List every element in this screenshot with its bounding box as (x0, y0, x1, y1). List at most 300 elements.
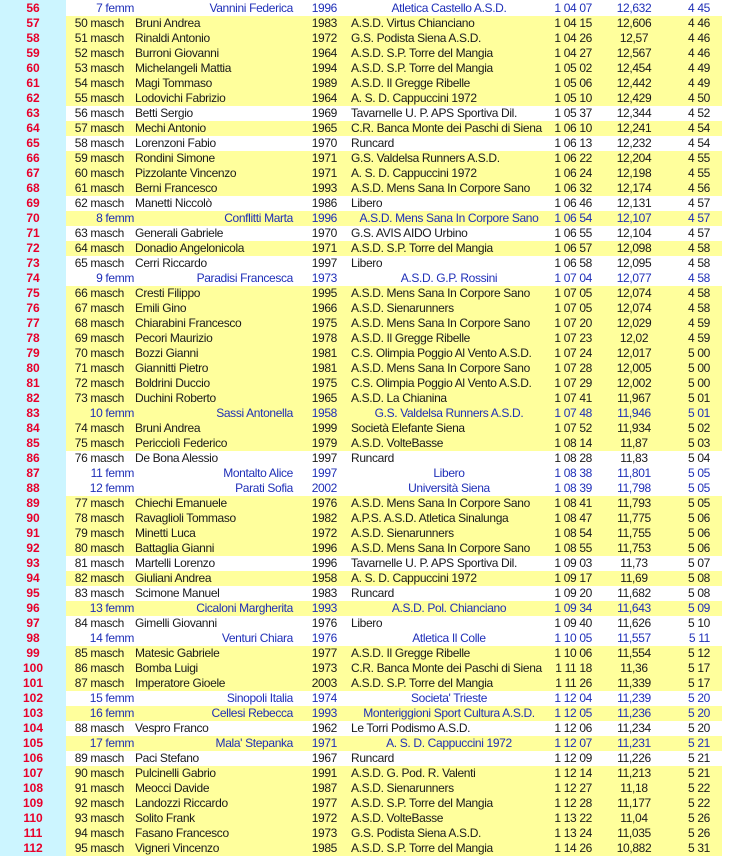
club-cell: A.S.D. Mens Sana In Corpore Sano (359, 211, 539, 225)
club-cell: Università Siena (408, 481, 490, 495)
athlete-name-cell: Bomba Luigi (135, 661, 198, 675)
table-row (0, 496, 729, 511)
category-cell: 66 masch (74, 286, 124, 300)
birth-year-cell: 2002 (311, 481, 337, 495)
athlete-name-cell: De Bona Alessio (135, 451, 218, 465)
speed-cell: 11,934 (617, 421, 651, 435)
category-cell: 15 femm (89, 691, 134, 705)
pace-cell: 5 04 (688, 451, 710, 465)
position-cell: 89 (26, 496, 40, 510)
results-table (0, 1, 729, 856)
category-cell: 16 femm (89, 706, 134, 720)
category-cell: 88 masch (74, 721, 124, 735)
pace-cell: 4 46 (688, 16, 710, 30)
position-cell: 73 (26, 256, 40, 270)
pace-cell: 5 08 (688, 571, 710, 585)
table-row (0, 841, 729, 856)
finish-time-cell: 1 07 41 (554, 391, 592, 405)
position-cell: 87 (26, 466, 40, 480)
position-cell: 56 (26, 1, 40, 15)
athlete-name-cell: Vannini Federica (209, 1, 293, 15)
club-cell: Libero (351, 196, 383, 210)
birth-year-cell: 1983 (311, 16, 337, 30)
birth-year-cell: 1970 (311, 226, 337, 240)
speed-cell: 11,69 (620, 571, 648, 585)
table-row (0, 466, 729, 481)
club-cell: C.R. Banca Monte dei Paschi di Siena (351, 661, 542, 675)
finish-time-cell: 1 09 34 (554, 601, 592, 615)
pace-cell: 4 59 (688, 331, 710, 345)
finish-time-cell: 1 12 27 (554, 781, 592, 795)
club-cell: A.S.D. G.P. Rossini (400, 271, 498, 285)
athlete-name-cell: Cerri Riccardo (135, 256, 207, 270)
birth-year-cell: 1986 (311, 196, 337, 210)
athlete-name-cell: Vigneri Vincenzo (135, 841, 220, 855)
club-cell: Runcard (351, 586, 394, 600)
category-cell: 51 masch (74, 31, 124, 45)
birth-year-cell: 1966 (311, 301, 337, 315)
birth-year-cell: 1982 (311, 511, 337, 525)
birth-year-cell: 1971 (311, 166, 337, 180)
club-cell: G.S. Podista Siena A.S.D. (351, 31, 481, 45)
category-cell: 75 masch (74, 436, 124, 450)
finish-time-cell: 1 12 09 (554, 751, 592, 765)
club-cell: Le Torri Podismo A.S.D. (351, 721, 471, 735)
pace-cell: 5 20 (688, 706, 710, 720)
speed-cell: 12,017 (616, 346, 652, 360)
table-row (0, 721, 729, 736)
athlete-name-cell: Boldrini Duccio (135, 376, 210, 390)
table-row (0, 31, 729, 46)
category-cell: 71 masch (74, 361, 124, 375)
category-cell: 53 masch (74, 61, 124, 75)
pace-cell: 5 05 (688, 466, 710, 480)
category-cell: 64 masch (74, 241, 124, 255)
speed-cell: 11,798 (617, 481, 651, 495)
table-row (0, 1, 729, 16)
speed-cell: 12,02 (619, 331, 649, 345)
speed-cell: 12,005 (616, 361, 652, 375)
finish-time-cell: 1 07 28 (554, 361, 592, 375)
category-cell: 94 masch (74, 826, 124, 840)
category-cell: 10 femm (89, 406, 134, 420)
pace-cell: 5 01 (688, 406, 710, 420)
finish-time-cell: 1 07 52 (554, 421, 592, 435)
finish-time-cell: 1 09 40 (554, 616, 592, 630)
club-cell: A.S.D. Sienarunners (351, 301, 454, 315)
speed-cell: 11,035 (617, 826, 651, 840)
category-cell: 70 masch (74, 346, 124, 360)
athlete-name-cell: Ravaglioli Tommaso (135, 511, 236, 525)
finish-time-cell: 1 09 03 (554, 556, 592, 570)
club-cell: C.R. Banca Monte dei Paschi di Siena (351, 121, 542, 135)
table-row (0, 616, 729, 631)
table-row (0, 661, 729, 676)
athlete-name-cell: Lorenzoni Fabio (135, 136, 216, 150)
speed-cell: 12,174 (616, 181, 652, 195)
athlete-name-cell: Giuliani Andrea (135, 571, 212, 585)
pace-cell: 5 05 (688, 496, 710, 510)
pace-cell: 4 57 (688, 211, 710, 225)
table-row (0, 256, 729, 271)
category-cell: 54 masch (74, 76, 124, 90)
club-cell: G.S. Podista Siena A.S.D. (351, 826, 481, 840)
athlete-name-cell: Bruni Andrea (135, 421, 201, 435)
position-cell: 104 (22, 721, 44, 735)
position-cell: 70 (26, 211, 40, 225)
pace-cell: 4 55 (688, 166, 710, 180)
table-row (0, 811, 729, 826)
speed-cell: 11,234 (617, 721, 651, 735)
pace-cell: 5 11 (688, 631, 710, 645)
birth-year-cell: 1979 (311, 436, 337, 450)
pace-cell: 5 17 (688, 661, 710, 675)
finish-time-cell: 1 11 18 (555, 661, 592, 675)
speed-cell: 12,442 (616, 76, 652, 90)
position-cell: 102 (22, 691, 44, 705)
athlete-name-cell: Cresti Filippo (135, 286, 201, 300)
club-cell: Societa' Trieste (410, 691, 488, 705)
birth-year-cell: 1997 (311, 451, 337, 465)
speed-cell: 11,87 (620, 436, 648, 450)
athlete-name-cell: Martelli Lorenzo (135, 556, 215, 570)
category-cell: 76 masch (74, 451, 124, 465)
speed-cell: 12,241 (616, 121, 652, 135)
pace-cell: 4 57 (688, 226, 710, 240)
pace-cell: 5 03 (688, 436, 710, 450)
table-row (0, 316, 729, 331)
category-cell: 91 masch (74, 781, 124, 795)
birth-year-cell: 1971 (311, 241, 337, 255)
finish-time-cell: 1 06 10 (554, 121, 592, 135)
category-cell: 8 femm (96, 211, 134, 225)
club-cell: A.S.D. VolteBasse (351, 436, 444, 450)
category-cell: 84 masch (74, 616, 124, 630)
category-cell: 58 masch (74, 136, 124, 150)
table-row (0, 166, 729, 181)
finish-time-cell: 1 07 04 (554, 271, 592, 285)
athlete-name-cell: Generali Gabriele (135, 226, 224, 240)
category-cell: 9 femm (96, 271, 134, 285)
category-cell: 90 masch (74, 766, 124, 780)
finish-time-cell: 1 07 29 (554, 376, 592, 390)
position-cell: 77 (26, 316, 40, 330)
club-cell: A. S. D. Cappuccini 1972 (351, 571, 477, 585)
birth-year-cell: 1991 (311, 766, 337, 780)
finish-time-cell: 1 13 22 (554, 811, 592, 825)
finish-time-cell: 1 13 24 (554, 826, 592, 840)
birth-year-cell: 1993 (311, 706, 337, 720)
table-row (0, 541, 729, 556)
position-cell: 76 (26, 301, 40, 315)
pace-cell: 5 07 (688, 556, 710, 570)
birth-year-cell: 1977 (311, 646, 337, 660)
pace-cell: 5 20 (688, 721, 710, 735)
birth-year-cell: 1976 (311, 616, 337, 630)
speed-cell: 12,029 (616, 316, 652, 330)
finish-time-cell: 1 08 54 (554, 526, 592, 540)
birth-year-cell: 1997 (311, 466, 337, 480)
category-cell: 55 masch (74, 91, 124, 105)
speed-cell: 12,095 (616, 256, 652, 270)
category-cell: 62 masch (74, 196, 124, 210)
position-cell: 62 (26, 91, 40, 105)
position-cell: 105 (22, 736, 44, 750)
speed-cell: 11,236 (617, 706, 651, 720)
pace-cell: 4 52 (688, 106, 710, 120)
athlete-name-cell: Berni Francesco (135, 181, 218, 195)
table-row (0, 76, 729, 91)
birth-year-cell: 1973 (311, 271, 337, 285)
speed-cell: 11,73 (620, 556, 648, 570)
pace-cell: 4 57 (688, 196, 710, 210)
finish-time-cell: 1 10 05 (554, 631, 592, 645)
speed-cell: 11,755 (617, 526, 651, 540)
finish-time-cell: 1 05 10 (554, 91, 592, 105)
position-cell: 110 (23, 811, 43, 825)
birth-year-cell: 1975 (311, 376, 337, 390)
birth-year-cell: 1973 (311, 826, 337, 840)
category-cell: 60 masch (74, 166, 124, 180)
pace-cell: 5 21 (688, 751, 710, 765)
finish-time-cell: 1 06 24 (554, 166, 592, 180)
athlete-name-cell: Venturi Chiara (221, 631, 293, 645)
speed-cell: 11,177 (617, 796, 651, 810)
table-row (0, 136, 729, 151)
table-row (0, 286, 729, 301)
position-cell: 101 (22, 676, 44, 690)
category-cell: 65 masch (74, 256, 124, 270)
speed-cell: 12,074 (616, 286, 652, 300)
table-row (0, 16, 729, 31)
birth-year-cell: 1997 (311, 256, 337, 270)
athlete-name-cell: Burroni Giovanni (135, 46, 219, 60)
finish-time-cell: 1 04 26 (554, 31, 592, 45)
finish-time-cell: 1 06 57 (554, 241, 592, 255)
category-cell: 50 masch (74, 16, 124, 30)
birth-year-cell: 1977 (311, 796, 337, 810)
birth-year-cell: 1996 (311, 211, 337, 225)
position-cell: 84 (26, 421, 40, 435)
position-cell: 68 (26, 181, 40, 195)
finish-time-cell: 1 05 02 (554, 61, 592, 75)
club-cell: C.S. Olimpia Poggio Al Vento A.S.D. (351, 346, 532, 360)
position-cell: 92 (26, 541, 40, 555)
birth-year-cell: 1993 (311, 601, 337, 615)
speed-cell: 12,104 (616, 226, 652, 240)
birth-year-cell: 1972 (311, 811, 337, 825)
athlete-name-cell: Pulcinelli Gabrio (135, 766, 216, 780)
speed-cell: 11,793 (617, 496, 651, 510)
pace-cell: 4 49 (688, 61, 710, 75)
position-cell: 83 (26, 406, 40, 420)
speed-cell: 10,882 (616, 841, 652, 855)
category-cell: 82 masch (74, 571, 124, 585)
finish-time-cell: 1 14 26 (554, 841, 592, 855)
position-cell: 75 (26, 286, 40, 300)
birth-year-cell: 1976 (311, 496, 337, 510)
club-cell: A.S.D. VolteBasse (351, 811, 444, 825)
club-cell: Monteriggioni Sport Cultura A.S.D. (363, 706, 535, 720)
pace-cell: 4 54 (688, 121, 710, 135)
category-cell: 79 masch (74, 526, 124, 540)
club-cell: A.S.D. Il Gregge Ribelle (351, 331, 470, 345)
position-cell: 61 (26, 76, 40, 90)
position-cell: 60 (26, 61, 40, 75)
club-cell: A.S.D. Virtus Chianciano (351, 16, 475, 30)
pace-cell: 4 46 (688, 46, 710, 60)
category-cell: 95 masch (74, 841, 124, 855)
finish-time-cell: 1 06 13 (554, 136, 592, 150)
table-row (0, 691, 729, 706)
category-cell: 87 masch (74, 676, 124, 690)
athlete-name-cell: Cicaloni Margherita (196, 601, 293, 615)
category-cell: 11 femm (90, 466, 134, 480)
pace-cell: 4 55 (688, 151, 710, 165)
position-cell: 98 (26, 631, 40, 645)
speed-cell: 11,967 (617, 391, 651, 405)
pace-cell: 4 54 (688, 136, 710, 150)
category-cell: 59 masch (74, 151, 124, 165)
pace-cell: 5 01 (688, 391, 710, 405)
table-row (0, 781, 729, 796)
birth-year-cell: 1958 (311, 571, 337, 585)
table-row (0, 421, 729, 436)
table-row (0, 241, 729, 256)
athlete-name-cell: Michelangeli Mattia (135, 61, 232, 75)
speed-cell: 11,801 (617, 466, 651, 480)
category-cell: 74 masch (74, 421, 124, 435)
table-row (0, 631, 729, 646)
speed-cell: 11,682 (617, 586, 651, 600)
speed-cell: 11,946 (617, 406, 651, 420)
table-row (0, 706, 729, 721)
club-cell: A. S. D. Cappuccini 1972 (351, 166, 477, 180)
club-cell: A.S.D. Il Gregge Ribelle (351, 646, 470, 660)
athlete-name-cell: Pecori Maurizio (135, 331, 213, 345)
table-row (0, 181, 729, 196)
position-cell: 109 (22, 796, 44, 810)
finish-time-cell: 1 07 48 (554, 406, 592, 420)
birth-year-cell: 1971 (311, 151, 337, 165)
position-cell: 80 (26, 361, 40, 375)
club-cell: Società Elefante Siena (351, 421, 465, 435)
speed-cell: 11,554 (617, 646, 651, 660)
pace-cell: 5 09 (688, 601, 710, 615)
club-cell: A.S.D. Sienarunners (351, 781, 454, 795)
speed-cell: 11,339 (617, 676, 651, 690)
pace-cell: 5 08 (688, 586, 710, 600)
club-cell: Libero (351, 256, 383, 270)
finish-time-cell: 1 12 04 (554, 691, 592, 705)
athlete-name-cell: Matesic Gabriele (135, 646, 220, 660)
category-cell: 52 masch (74, 46, 124, 60)
athlete-name-cell: Lodovichi Fabrizio (135, 91, 226, 105)
athlete-name-cell: Paradisi Francesca (196, 271, 293, 285)
table-row (0, 766, 729, 781)
finish-time-cell: 1 04 15 (554, 16, 592, 30)
finish-time-cell: 1 07 20 (554, 316, 592, 330)
club-cell: A.S.D. Mens Sana In Corpore Sano (351, 181, 530, 195)
club-cell: A.S.D. S.P. Torre del Mangia (351, 46, 493, 60)
pace-cell: 4 50 (688, 91, 710, 105)
finish-time-cell: 1 07 24 (554, 346, 592, 360)
club-cell: Atletica Il Colle (412, 631, 486, 645)
athlete-name-cell: Battaglia Gianni (135, 541, 215, 555)
speed-cell: 11,231 (617, 736, 651, 750)
category-cell: 78 masch (74, 511, 124, 525)
finish-time-cell: 1 06 54 (554, 211, 592, 225)
position-cell: 103 (22, 706, 44, 720)
position-cell: 81 (26, 376, 40, 390)
finish-time-cell: 1 12 14 (554, 766, 592, 780)
position-cell: 106 (22, 751, 44, 765)
table-row (0, 601, 729, 616)
finish-time-cell: 1 08 55 (554, 541, 592, 555)
pace-cell: 5 21 (688, 766, 710, 780)
position-cell: 66 (26, 151, 40, 165)
club-cell: G.S. AVIS AIDO Urbino (351, 226, 468, 240)
category-cell: 85 masch (74, 646, 124, 660)
position-cell: 111 (23, 826, 43, 840)
club-cell: A.P.S. A.S.D. Atletica Sinalunga (351, 511, 509, 525)
table-row (0, 391, 729, 406)
speed-cell: 12,232 (616, 136, 652, 150)
position-cell: 91 (26, 526, 40, 540)
birth-year-cell: 1970 (311, 136, 337, 150)
category-cell: 63 masch (74, 226, 124, 240)
speed-cell: 12,632 (616, 1, 652, 15)
position-cell: 86 (26, 451, 40, 465)
pace-cell: 4 56 (688, 181, 710, 195)
speed-cell: 11,04 (620, 811, 648, 825)
category-cell: 89 masch (74, 751, 124, 765)
finish-time-cell: 1 08 47 (554, 511, 592, 525)
speed-cell: 12,002 (616, 376, 652, 390)
athlete-name-cell: Montalto Alice (223, 466, 293, 480)
birth-year-cell: 1981 (311, 346, 337, 360)
pace-cell: 5 20 (688, 691, 710, 705)
table-row (0, 361, 729, 376)
club-cell: Runcard (351, 751, 394, 765)
position-cell: 112 (23, 841, 43, 855)
table-row (0, 826, 729, 841)
category-cell: 86 masch (74, 661, 124, 675)
table-row (0, 646, 729, 661)
category-cell: 56 masch (74, 106, 124, 120)
table-row (0, 271, 729, 286)
athlete-name-cell: Sassi Antonella (216, 406, 293, 420)
speed-cell: 12,57 (619, 31, 649, 45)
club-cell: A.S.D. Sienarunners (351, 526, 454, 540)
category-cell: 12 femm (89, 481, 134, 495)
athlete-name-cell: Minetti Luca (135, 526, 196, 540)
birth-year-cell: 1964 (311, 91, 337, 105)
pace-cell: 5 12 (688, 646, 710, 660)
category-cell: 77 masch (74, 496, 124, 510)
athlete-name-cell: Magi Tommaso (135, 76, 212, 90)
finish-time-cell: 1 09 17 (554, 571, 592, 585)
athlete-name-cell: Betti Sergio (135, 106, 193, 120)
position-cell: 90 (26, 511, 40, 525)
athlete-name-cell: Donadio Angelonicola (135, 241, 245, 255)
table-row (0, 571, 729, 586)
table-row (0, 736, 729, 751)
club-cell: G.S. Valdelsa Runners A.S.D. (351, 151, 500, 165)
position-cell: 93 (26, 556, 40, 570)
birth-year-cell: 1983 (311, 586, 337, 600)
club-cell: Libero (433, 466, 465, 480)
